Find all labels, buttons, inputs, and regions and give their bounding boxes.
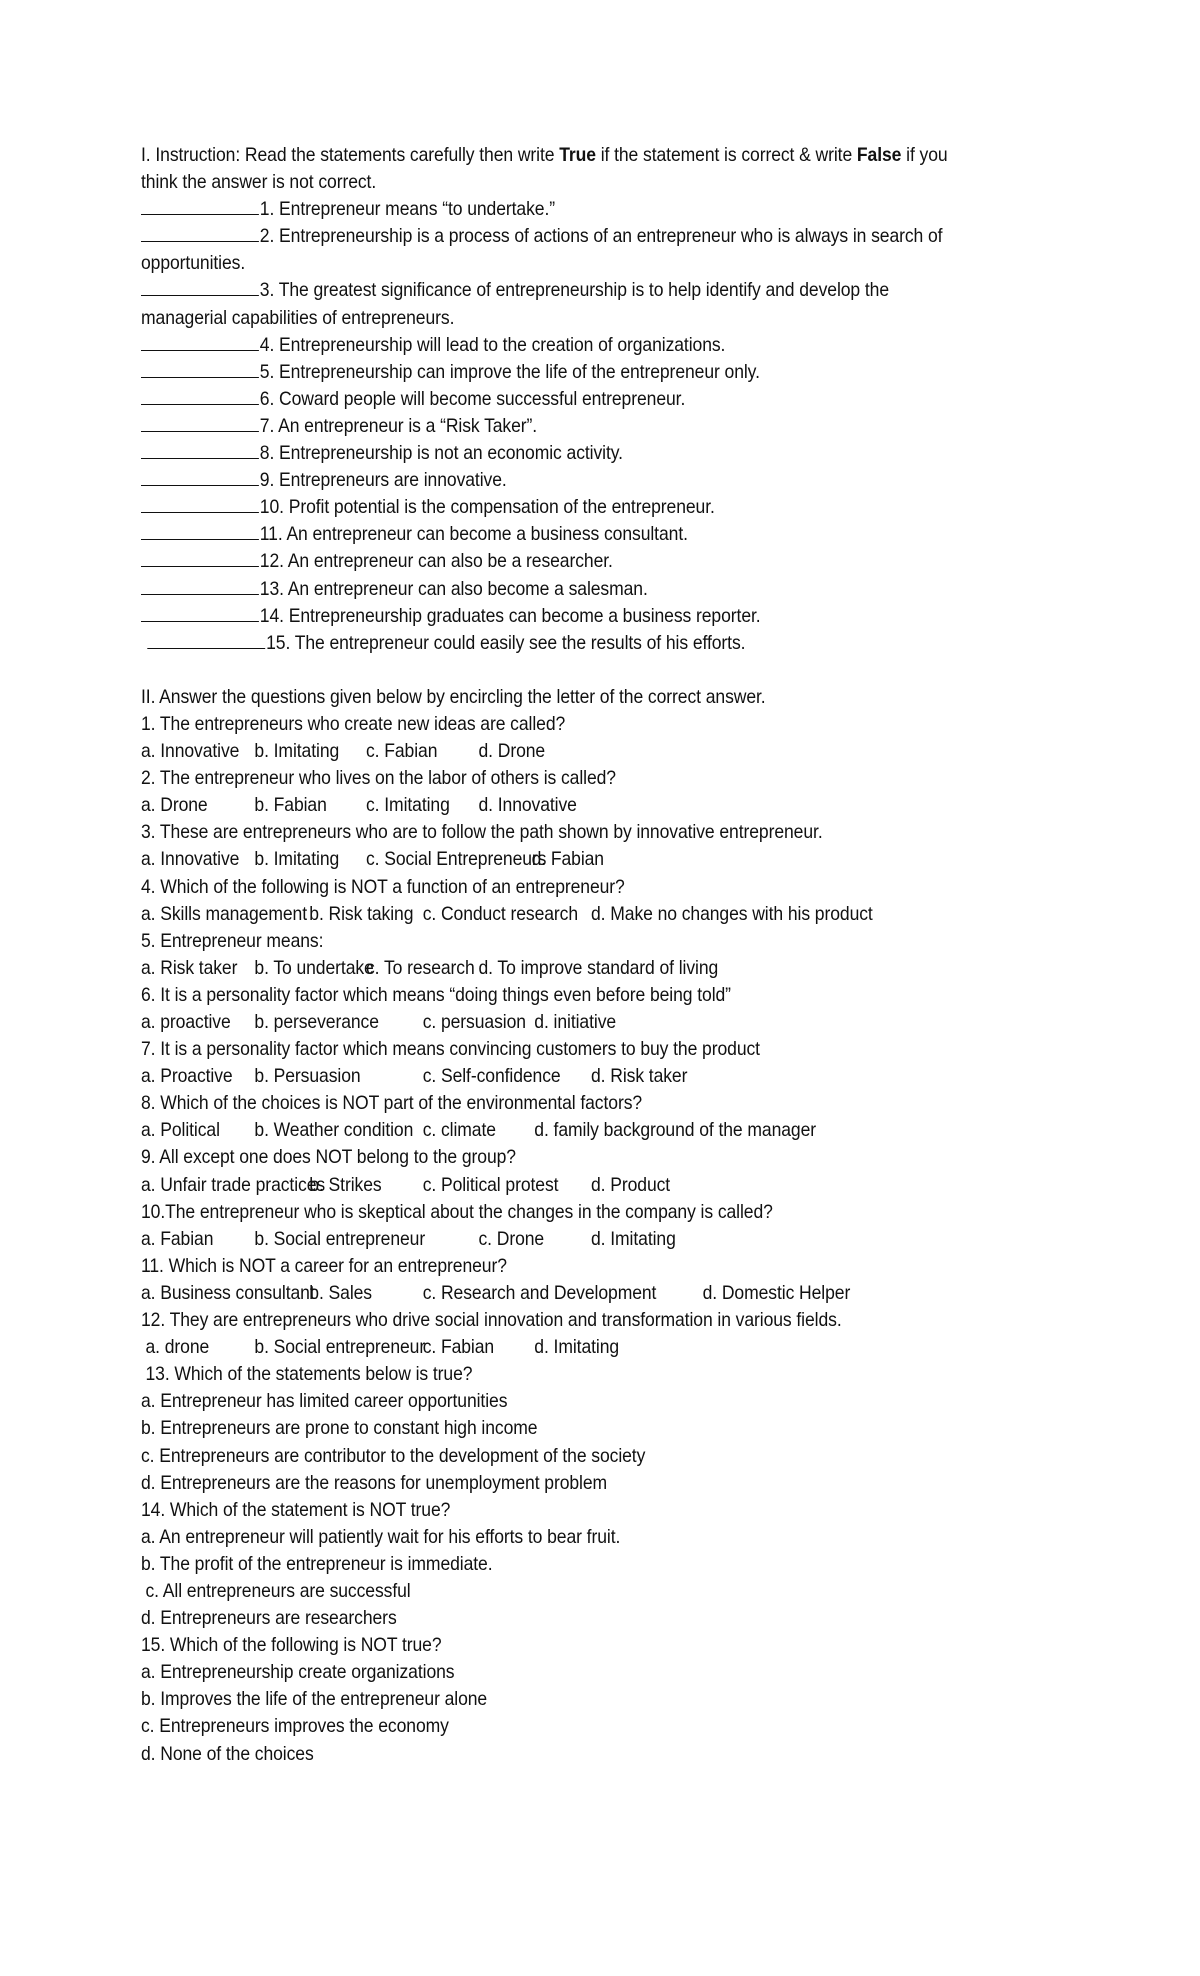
tf-item (141, 359, 978, 386)
tf-statement: 14. Entrepreneurship graduates can become a business reporter. (259, 604, 761, 627)
choice-option[interactable]: c. Self-confidence (422, 1065, 561, 1088)
question: 7. It is a personality factor which means convincing customers to buy the product (141, 1038, 760, 1061)
tf-statement: 6. Coward people will become successful entrepreneur. (259, 387, 686, 410)
instruction-true: True (559, 144, 596, 166)
choice-option[interactable]: d. Entrepreneurs are the reasons for unemployment problem (141, 1471, 608, 1494)
choice-row (141, 1063, 978, 1090)
choice-option[interactable]: a. Unfair trade practices (141, 1173, 326, 1196)
question: 4. Which of the following is NOT a function of an entrepreneur? (141, 875, 625, 898)
part2-instruction: II. Answer the questions given below by encircling the letter of the correct answer. (141, 685, 766, 708)
tf-item (141, 196, 978, 223)
tf-item (141, 467, 978, 494)
tf-item (141, 630, 978, 657)
question: 3. These are entrepreneurs who are to follow the path shown by innovative entrepreneur. (141, 821, 823, 844)
choice-option[interactable]: a. Risk taker (141, 956, 238, 979)
choice-option[interactable]: b. Risk taking (309, 902, 414, 925)
choice-option[interactable]: d. To improve standard of living (478, 956, 719, 979)
choice-option[interactable]: b. Imitating (254, 848, 340, 871)
choice-option[interactable]: c. To research (366, 956, 475, 979)
answer-blank[interactable] (147, 630, 265, 649)
choice-option[interactable]: d. Product (591, 1173, 671, 1196)
choice-row (141, 1226, 978, 1253)
choice-row (141, 1117, 978, 1144)
choice-option[interactable]: b. Persuasion (254, 1065, 361, 1088)
answer-blank[interactable] (141, 494, 259, 513)
answer-blank[interactable] (141, 277, 259, 296)
choice-option[interactable]: c. Research and Development (422, 1281, 657, 1304)
tf-item (141, 277, 978, 304)
question: 5. Entrepreneur means: (141, 929, 324, 952)
answer-blank[interactable] (141, 603, 259, 622)
tf-statement: 1. Entrepreneur means “to undertake.” (259, 198, 555, 221)
instruction-text: if the statement is correct & write (595, 144, 857, 166)
question: 14. Which of the statement is NOT true? (141, 1498, 451, 1521)
tf-item (141, 413, 978, 440)
answer-blank[interactable] (141, 332, 259, 351)
answer-blank[interactable] (141, 196, 259, 215)
choice-option[interactable]: c. Drone (478, 1227, 545, 1250)
choice-option[interactable]: c. persuasion (422, 1011, 526, 1033)
choice-option[interactable]: b. Sales (309, 1281, 373, 1304)
choice-option[interactable]: c. climate (422, 1119, 496, 1142)
question: 1. The entrepreneurs who create new ideas are called? (141, 712, 566, 735)
tf-statement: 10. Profit potential is the compensation of the entrepreneur. (259, 496, 715, 519)
instruction-text: I. Instruction: Read the statements carefully then write (141, 144, 560, 166)
choice-option[interactable]: b. To undertake (254, 956, 374, 979)
choice-option[interactable]: b. The profit of the entrepreneur is immediate. (141, 1552, 493, 1575)
choice-row (141, 738, 978, 765)
choice-option[interactable]: a. proactive (141, 1011, 231, 1033)
instruction-false: False (856, 144, 902, 166)
choice-option[interactable]: a. Entrepreneurship create organizations (141, 1661, 455, 1684)
tf-statement: 12. An entrepreneur can also be a researcher. (259, 550, 613, 573)
choice-option[interactable]: d. Entrepreneurs are researchers (141, 1607, 397, 1630)
question: 15. Which of the following is NOT true? (141, 1634, 442, 1657)
choice-option[interactable]: d. Innovative (478, 794, 577, 817)
choice-option[interactable]: b. Weather condition (254, 1119, 414, 1142)
section-gap (141, 657, 978, 684)
choice-option[interactable]: d. Imitating (591, 1227, 676, 1250)
choice-option[interactable]: c. Social Entrepreneurs (366, 848, 547, 871)
choice-option[interactable]: c. Imitating (366, 794, 450, 817)
choice-row (141, 955, 978, 982)
question: 13. Which of the statements below is true? (145, 1363, 473, 1386)
part1-instruction (141, 142, 978, 169)
choice-row (141, 846, 978, 873)
choice-option[interactable]: a. Entrepreneur has limited career opportunities (141, 1390, 508, 1413)
choice-option[interactable]: b. Social entrepreneur (254, 1336, 426, 1359)
choice-row (141, 1009, 978, 1036)
choice-option[interactable]: a. An entrepreneur will patiently wait for his efforts to bear fruit. (141, 1525, 621, 1548)
choice-option[interactable]: a. Drone (141, 794, 208, 817)
choice-option[interactable]: a. Skills management (141, 902, 307, 925)
question: 10.The entrepreneur who is skeptical about the changes in the company is called? (141, 1200, 773, 1223)
answer-blank[interactable] (141, 548, 259, 567)
tf-item (141, 548, 978, 575)
choice-option[interactable]: b. Strikes (309, 1173, 382, 1196)
question: 6. It is a personality factor which means “doing things even before being told” (141, 983, 731, 1006)
choice-option[interactable]: d. Drone (478, 740, 546, 763)
choice-option[interactable]: b. Social entrepreneur (254, 1227, 426, 1250)
question: 11. Which is NOT a career for an entrepreneur? (141, 1254, 507, 1277)
choice-row (141, 792, 978, 819)
tf-statement: 11. An entrepreneur can become a business consultant. (259, 523, 688, 546)
question: 8. Which of the choices is NOT part of the environmental factors? (141, 1092, 643, 1115)
choice-option[interactable]: c. Fabian (422, 1336, 495, 1359)
answer-blank[interactable] (141, 576, 259, 595)
tf-item (141, 386, 978, 413)
choice-option[interactable]: c. Fabian (366, 740, 438, 763)
tf-statement: 8. Entrepreneurship is not an economic activity. (259, 442, 623, 465)
choice-option[interactable]: a. Innovative (141, 848, 240, 871)
answer-blank[interactable] (141, 386, 259, 405)
choice-option[interactable]: d. None of the choices (141, 1742, 314, 1765)
choice-option[interactable]: c. Political protest (422, 1173, 559, 1196)
worksheet-content (141, 142, 978, 1768)
question: 12. They are entrepreneurs who drive social innovation and transformation in various fields. (141, 1309, 842, 1332)
tf-item (141, 223, 978, 250)
tf-statement: 5. Entrepreneurship can improve the life of the entrepreneur only. (259, 360, 760, 383)
tf-item-continued: opportunities. (141, 252, 246, 275)
choice-option[interactable]: a. Innovative (141, 740, 240, 763)
part1-instruction-line2: think the answer is not correct. (141, 171, 377, 194)
choice-option[interactable]: c. Entrepreneurs are contributor to the development of the society (141, 1444, 646, 1467)
choice-option[interactable]: d. family background of the manager (534, 1119, 817, 1142)
choice-option[interactable]: c. All entrepreneurs are successful (145, 1579, 411, 1602)
choice-row (141, 901, 978, 928)
choice-option[interactable]: b. Imitating (254, 740, 340, 763)
instruction-text: if you (901, 144, 948, 166)
tf-item (141, 521, 978, 548)
choice-option[interactable]: d. Imitating (534, 1336, 620, 1359)
question: 2. The entrepreneur who lives on the labor of others is called? (141, 767, 616, 790)
tf-item (141, 576, 978, 603)
question: 9. All except one does NOT belong to the group? (141, 1146, 516, 1169)
tf-statement: 13. An entrepreneur can also become a salesman. (259, 577, 648, 600)
tf-statement: 4. Entrepreneurship will lead to the creation of organizations. (259, 333, 726, 356)
choice-option[interactable]: b. Entrepreneurs are prone to constant high income (141, 1417, 538, 1440)
tf-item (141, 332, 978, 359)
choice-row (141, 1334, 978, 1361)
answer-blank[interactable] (141, 413, 259, 432)
choice-option[interactable]: a. Political (141, 1119, 220, 1142)
choice-option[interactable]: a. Business consultant (141, 1281, 315, 1304)
tf-statement: 7. An entrepreneur is a “Risk Taker”. (259, 414, 538, 437)
tf-item (141, 440, 978, 467)
tf-item (141, 603, 978, 630)
choice-option[interactable]: a. Fabian (141, 1227, 214, 1250)
answer-blank[interactable] (141, 440, 259, 459)
choice-row (141, 1280, 978, 1307)
choice-option[interactable]: a. Proactive (141, 1065, 233, 1088)
answer-blank[interactable] (141, 521, 259, 540)
choice-row (141, 1172, 978, 1199)
choice-option[interactable]: a. drone (145, 1336, 210, 1359)
choice-option[interactable]: c. Conduct research (422, 902, 579, 925)
choice-option[interactable]: d. Fabian (531, 848, 604, 871)
tf-statement: 2. Entrepreneurship is a process of actions of an entrepreneur who is always in search of (259, 225, 943, 248)
choice-option[interactable]: b. Improves the life of the entrepreneur alone (141, 1688, 488, 1711)
choice-option[interactable]: d. Make no changes with his product (591, 902, 873, 925)
answer-blank[interactable] (141, 467, 259, 486)
answer-blank[interactable] (141, 223, 259, 242)
choice-option[interactable]: d. initiative (534, 1011, 617, 1033)
tf-item (141, 494, 978, 521)
choice-option[interactable]: c. Entrepreneurs improves the economy (141, 1715, 449, 1738)
choice-option[interactable]: b. Fabian (254, 794, 327, 817)
answer-blank[interactable] (141, 359, 259, 378)
choice-option[interactable]: b. perseverance (254, 1011, 379, 1033)
choice-option[interactable]: d. Risk taker (591, 1065, 688, 1088)
tf-statement: 3. The greatest significance of entrepreneurship is to help identify and develop the (259, 279, 890, 302)
tf-statement: 9. Entrepreneurs are innovative. (259, 469, 507, 492)
tf-statement: 15. The entrepreneur could easily see the results of his efforts. (266, 631, 746, 654)
choice-option[interactable]: d. Domestic Helper (702, 1281, 851, 1304)
tf-item-continued: managerial capabilities of entrepreneurs. (141, 306, 455, 329)
